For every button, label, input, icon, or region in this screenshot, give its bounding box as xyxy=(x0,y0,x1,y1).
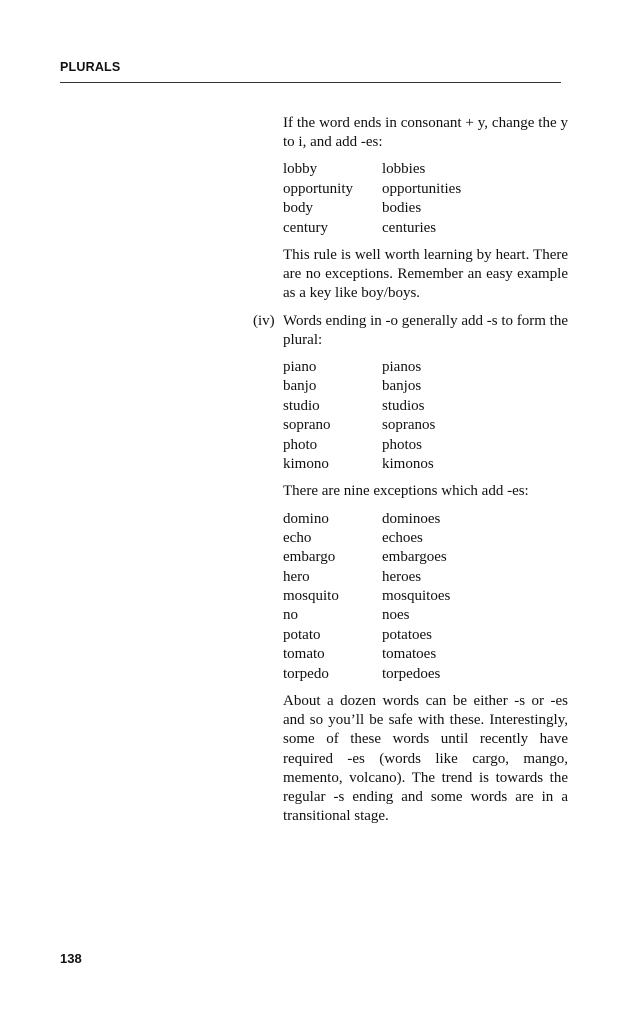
section-iv-paragraph: Words ending in -o generally add -s to form the plural: xyxy=(283,312,568,348)
word-pair-row xyxy=(283,416,568,435)
singular-word: no xyxy=(283,607,298,624)
closing-paragraph: About a dozen words can be either -s or -es and so you’ll be safe with these. Interestingly, some of these words until recently have required -es (words like cargo, mango, memento, volcano). The trend is towards the regular -s ending and some words are in a transitional stage. xyxy=(283,693,568,825)
plural-word: mosquitoes xyxy=(382,588,451,605)
singular-word: soprano xyxy=(283,417,331,434)
intro-paragraph: If the word ends in consonant + y, change the y to i, and add -es: xyxy=(283,115,568,151)
word-pair-row xyxy=(283,587,568,606)
singular-word: potato xyxy=(283,626,321,643)
body-text xyxy=(253,114,568,834)
word-pair-row xyxy=(283,436,568,455)
word-pair-row xyxy=(283,568,568,587)
word-pair-row xyxy=(283,397,568,416)
page-number: 138 xyxy=(60,951,82,966)
singular-word: domino xyxy=(283,510,329,527)
word-list-exceptions xyxy=(283,510,568,685)
plural-word: embargoes xyxy=(382,549,447,566)
plural-word: sopranos xyxy=(382,417,436,434)
singular-word: torpedo xyxy=(283,665,329,682)
plural-word: heroes xyxy=(382,568,422,585)
singular-word: piano xyxy=(283,358,317,375)
word-pair-row xyxy=(283,219,568,238)
plural-word: centuries xyxy=(382,219,437,236)
exceptions-paragraph: There are nine exceptions which add -es: xyxy=(283,483,529,500)
word-pair-row xyxy=(283,626,568,645)
rule-note-paragraph: This rule is well worth learning by heart. There are no exceptions. Remember an easy example as a key like boy/boys. xyxy=(283,246,568,302)
singular-word: kimono xyxy=(283,455,329,472)
word-pair-row xyxy=(283,606,568,625)
word-pair-row xyxy=(283,377,568,396)
plural-word: tomatoes xyxy=(382,646,437,663)
singular-word: tomato xyxy=(283,646,325,663)
singular-word: opportunity xyxy=(283,180,353,197)
header-rule xyxy=(60,82,561,83)
plural-word: echoes xyxy=(382,529,423,546)
word-pair-row xyxy=(283,645,568,664)
plural-word: torpedoes xyxy=(382,665,441,682)
plural-word: lobbies xyxy=(382,161,426,178)
section-number: (iv) xyxy=(253,312,275,329)
word-pair-row xyxy=(283,548,568,567)
plural-word: opportunities xyxy=(382,180,462,197)
singular-word: body xyxy=(283,200,313,217)
plural-word: potatoes xyxy=(382,626,432,643)
word-pair-row xyxy=(283,199,568,218)
word-list-y xyxy=(283,160,568,238)
plural-word: photos xyxy=(382,436,423,453)
singular-word: embargo xyxy=(283,549,336,566)
plural-word: kimonos xyxy=(382,455,434,472)
section-iv xyxy=(253,312,568,350)
singular-word: hero xyxy=(283,568,310,585)
singular-word: photo xyxy=(283,436,318,453)
singular-word: banjo xyxy=(283,378,317,395)
word-pair-row xyxy=(283,358,568,377)
singular-word: mosquito xyxy=(283,588,339,605)
singular-word: lobby xyxy=(283,161,318,178)
word-pair-row xyxy=(283,160,568,179)
plural-word: noes xyxy=(382,607,410,624)
word-pair-row xyxy=(283,510,568,529)
plural-word: dominoes xyxy=(382,510,441,527)
word-pair-row xyxy=(283,455,568,474)
plural-word: bodies xyxy=(382,200,422,217)
plural-word: studios xyxy=(382,397,425,414)
word-pair-row xyxy=(283,180,568,199)
plural-word: banjos xyxy=(382,378,422,395)
word-pair-row xyxy=(283,529,568,548)
word-list-o xyxy=(283,358,568,474)
word-pair-row xyxy=(283,665,568,684)
plural-word: pianos xyxy=(382,358,422,375)
running-head: PLURALS xyxy=(60,60,121,74)
singular-word: century xyxy=(283,219,328,236)
singular-word: studio xyxy=(283,397,320,414)
singular-word: echo xyxy=(283,529,312,546)
